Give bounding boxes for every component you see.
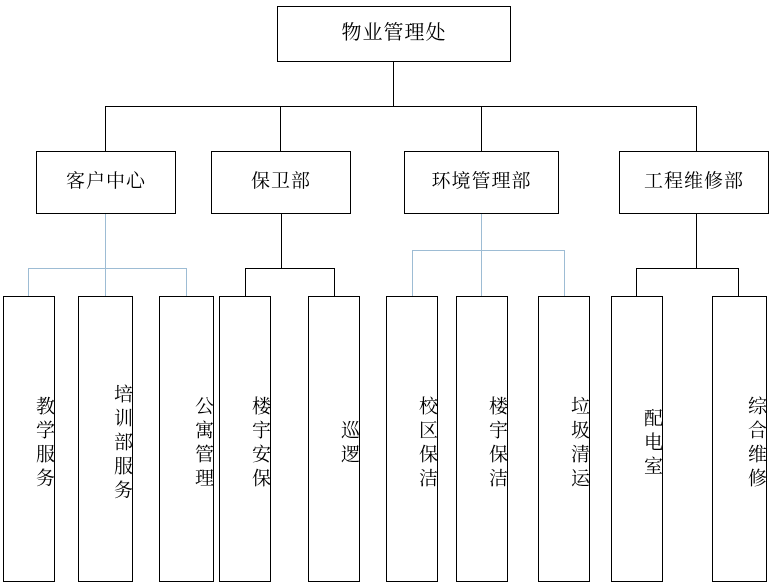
node-unit-3-label: 公寓管理 [192, 396, 213, 492]
connector-drop-unit-8 [564, 250, 565, 296]
connector-drop-unit-9 [636, 268, 637, 296]
connector-drop-dept-3 [481, 106, 482, 151]
node-unit-2-label: 培训部服务 [111, 384, 132, 504]
node-unit-3[interactable] [159, 296, 214, 582]
node-department-3-label: 环境管理部 [431, 171, 532, 193]
node-unit-10[interactable] [712, 296, 767, 582]
connector-drop-unit-6 [412, 250, 413, 296]
node-unit-9-label: 配电室 [641, 408, 662, 480]
node-department-2-label: 保卫部 [250, 171, 311, 193]
node-unit-9[interactable] [611, 296, 663, 582]
node-department-4[interactable] [619, 151, 769, 214]
node-department-2[interactable] [211, 151, 351, 214]
node-unit-7-label: 楼宇保洁 [486, 396, 507, 492]
connector-stem-dept-2 [281, 214, 282, 268]
connector-drop-unit-7 [481, 250, 482, 296]
node-unit-7[interactable] [456, 296, 508, 582]
node-unit-8-label: 垃圾清运 [568, 396, 589, 492]
connector-bus-dept-1 [28, 268, 186, 269]
connector-bus-dept-2 [245, 268, 334, 269]
node-unit-8[interactable] [538, 296, 590, 582]
connector-root-stem [393, 62, 394, 106]
node-unit-5[interactable] [308, 296, 360, 582]
node-root-label: 物业管理处 [341, 22, 447, 45]
connector-drop-unit-3 [186, 268, 187, 296]
connector-drop-unit-5 [334, 268, 335, 296]
connector-stem-dept-1 [105, 214, 106, 268]
connector-drop-dept-4 [696, 106, 697, 151]
node-unit-2[interactable] [78, 296, 133, 582]
node-unit-4-label: 楼宇安保 [249, 396, 270, 492]
connector-bus-dept-3 [412, 250, 564, 251]
connector-drop-unit-1 [28, 268, 29, 296]
connector-stem-dept-4 [696, 214, 697, 268]
node-department-1-label: 客户中心 [65, 171, 146, 193]
node-unit-6[interactable] [386, 296, 438, 582]
connector-bus-dept-4 [636, 268, 738, 269]
connector-drop-dept-1 [105, 106, 106, 151]
connector-root-bus [105, 106, 696, 107]
node-unit-4[interactable] [219, 296, 271, 582]
node-department-3[interactable] [404, 151, 559, 214]
node-department-4-label: 工程维修部 [643, 171, 744, 193]
connector-drop-unit-4 [245, 268, 246, 296]
node-unit-6-label: 校区保洁 [416, 396, 437, 492]
node-unit-1-label: 教学服务 [33, 396, 54, 492]
connector-stem-dept-3 [481, 214, 482, 250]
node-department-1[interactable] [36, 151, 176, 214]
node-unit-1[interactable] [3, 296, 55, 582]
node-root[interactable] [277, 6, 511, 62]
connector-drop-unit-2 [105, 268, 106, 296]
connector-drop-dept-2 [280, 106, 281, 151]
connector-drop-unit-10 [738, 268, 739, 296]
node-unit-10-label: 综合维修 [745, 396, 766, 492]
node-unit-5-label: 巡逻 [338, 420, 359, 468]
